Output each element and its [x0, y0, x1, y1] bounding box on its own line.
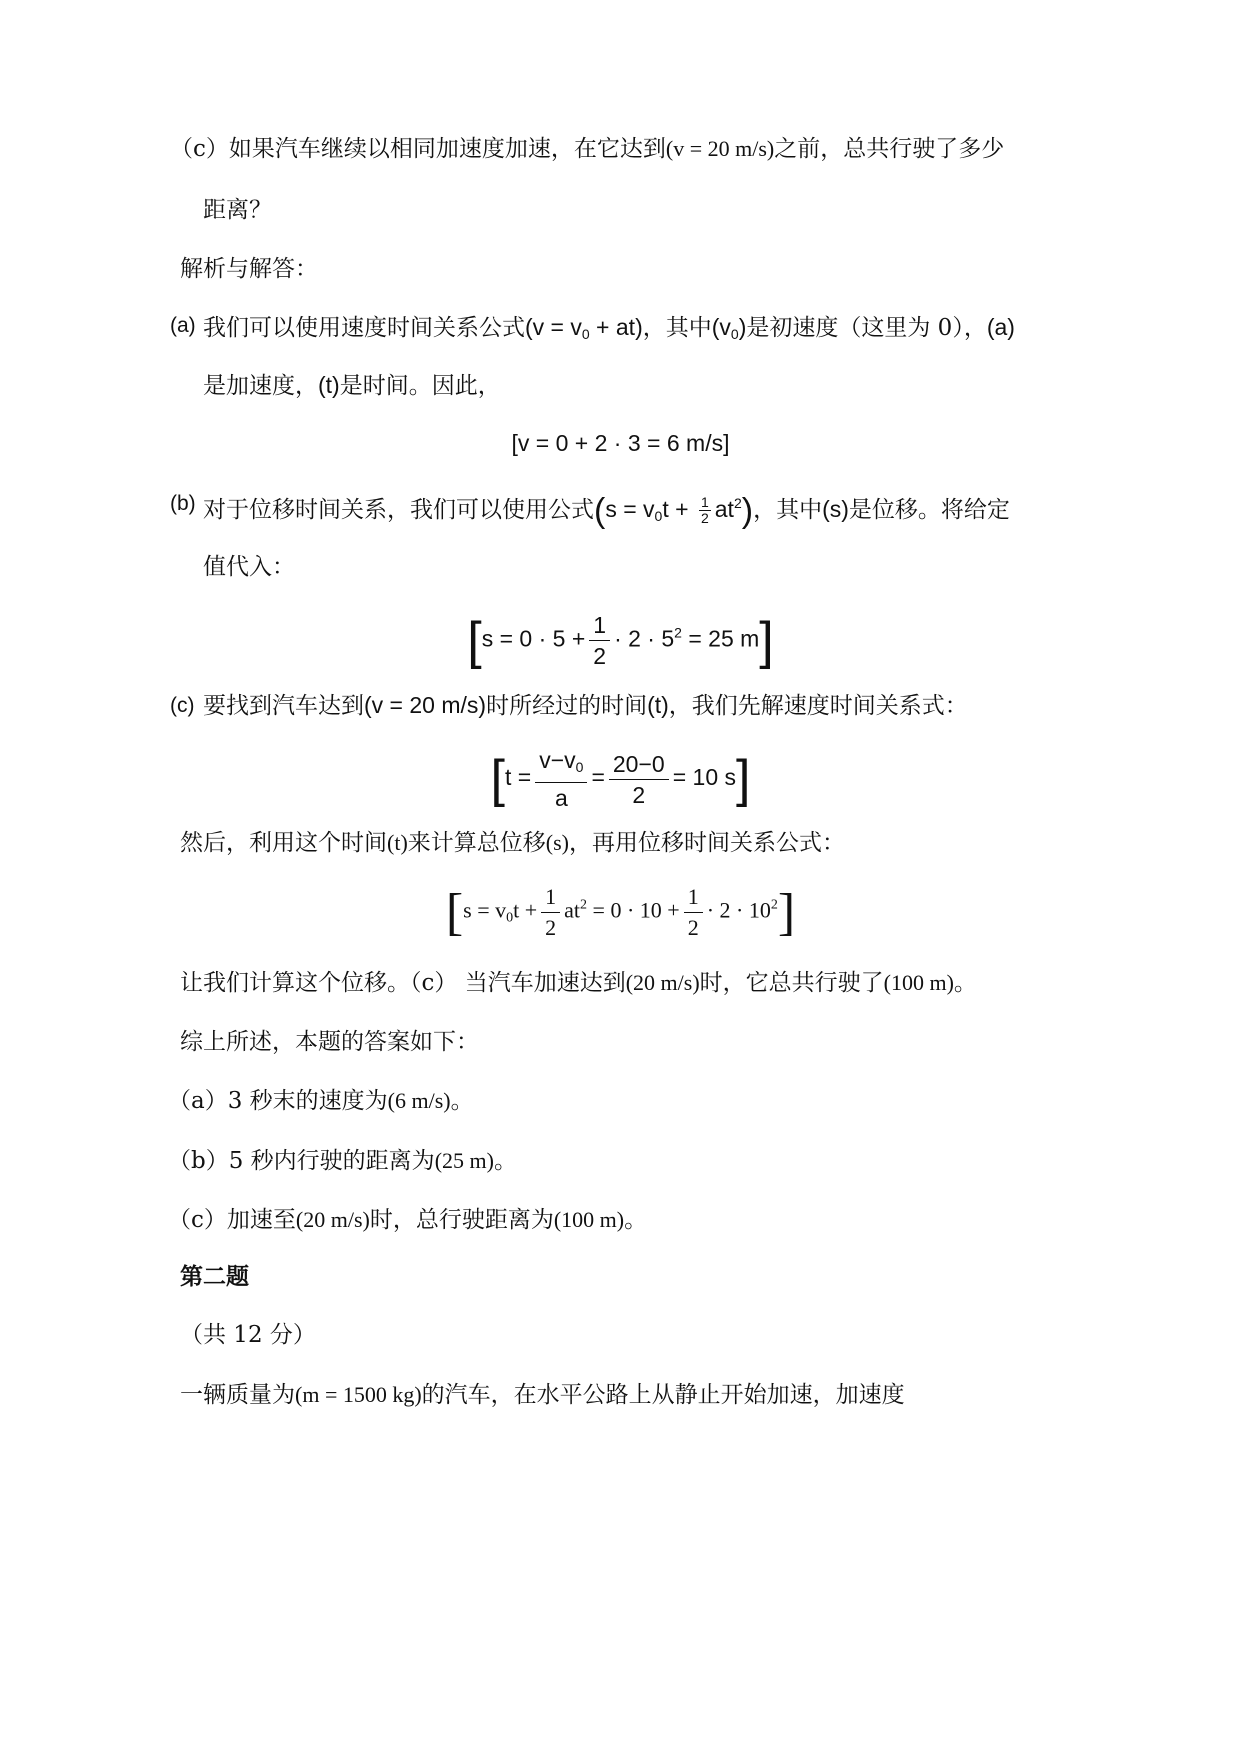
equation-b-right: · 2 · 5 [614, 625, 675, 652]
question-2-text [180, 1380, 905, 1410]
equation-a: [v = 0 + 2 · 3 = 6 m/s] [511, 430, 730, 456]
answer-a-text: 我们可以使用速度时间关系公式 [203, 315, 525, 341]
calc-distance: (100 m) [883, 970, 954, 995]
question-c-line2: 距离？ [203, 197, 272, 223]
summary-c-text1: 加速至 [226, 1207, 296, 1233]
question-c-line1 [170, 134, 1004, 164]
summary-c-end: 。 [624, 1207, 648, 1233]
answer-c-text: 要找到汽车达到 [203, 693, 364, 719]
summary-a-label: （a） [168, 1088, 228, 1114]
answer-a-line2 [203, 370, 501, 401]
displacement-formula: ($s = v_0t$ + $\frac{1}{2}$ $at^2$) [594, 491, 754, 530]
equation-c2-d: = 0 · 10 + [592, 897, 680, 923]
equation-b-left: s = 0 · 5 + [481, 625, 586, 652]
question-c-label: （c） [170, 136, 229, 162]
equation-c2-b: t + [513, 897, 538, 923]
answer-c-text2: 时所经过的时间 [486, 693, 648, 719]
answer-b-text2: ，其中 [753, 497, 823, 523]
answer-b-text4: 是位移。将给定 [848, 497, 1010, 523]
equation-c1-num1: v−v [539, 747, 576, 773]
summary-a-value: (6 m/s) [387, 1088, 451, 1113]
equation-c1-den2: 2 [632, 781, 646, 808]
summary-title: 综上所述，本题的答案如下： [180, 1029, 479, 1055]
summary-b-label: （b） [168, 1148, 229, 1174]
answer-c-line1 [203, 690, 968, 721]
then-line [180, 828, 845, 858]
equation-b-num: 1 [589, 610, 610, 641]
equation-c1-den1: a [554, 785, 568, 811]
question-2-text1: 一辆质量为 [180, 1382, 295, 1408]
equation-b-end: = 25 m [688, 625, 760, 652]
summary-c [168, 1205, 647, 1235]
summary-b-text: 5 秒内行驶的距离为 [228, 1148, 435, 1174]
answer-b-label: (b) [170, 492, 196, 515]
answer-a-text5: 是加速度， [203, 373, 318, 399]
summary-a-end: 。 [450, 1088, 474, 1114]
equation-c1-eq: = [591, 764, 605, 791]
summary-c-text2: 时，总行驶距离为 [369, 1207, 554, 1233]
answer-c-text3: ，我们先解速度时间关系式： [668, 693, 968, 719]
answer-b-line2: 值代入： [203, 554, 295, 580]
answer-c-label: (c) [170, 694, 195, 717]
equation-c1-t: t = [505, 764, 532, 791]
equation-b-den: 2 [593, 643, 607, 669]
answer-a-text7: 是时间。因此， [339, 373, 501, 399]
calc-velocity: (20 m/s) [625, 970, 700, 995]
then-text1: 然后，利用这个时间 [180, 830, 387, 856]
question-2-title: 第二题 [180, 1263, 249, 1290]
equation-c1: [t = $\frac{v-v_0}{a}$ = $\frac{20-0}{2}$ = 10 s] [490, 747, 751, 811]
calc-end: 。 [953, 970, 977, 996]
summary-b-value: (25 m) [434, 1148, 494, 1173]
then-t: (t) [387, 830, 408, 855]
t-symbol: (t) [318, 372, 340, 398]
then-text3: ，再用位移时间关系公式： [568, 830, 845, 856]
answer-c-expr1: (v = 20 m/s) [364, 692, 487, 718]
equation-c2-a: s = v [463, 897, 507, 923]
question-2-text2: 的汽车，在水平公路上从静止开始加速，加速度 [421, 1382, 905, 1408]
summary-c-value2: (100 m) [553, 1207, 625, 1232]
answer-a-label: (a) [170, 314, 196, 337]
equation-b: [s = 0 · 5 + $\frac{1}{2}$ · $2 \cdot 5^2 = 25$ m] [467, 611, 774, 670]
question-c-expr: (v = 20 m/s) [665, 136, 775, 161]
then-text2: 来计算总位移 [407, 830, 546, 856]
v0-symbol: $(v_0)$ [711, 314, 747, 342]
equation-c2-c: at [564, 897, 581, 923]
answer-c-expr2: (t) [647, 692, 669, 718]
answer-a-line1 [203, 312, 1015, 349]
equation-c2: [$s = v_0t$ + $\frac{1}{2}$ $at^2 = 0 \cdot 10$ + $\frac{1}{2}$ · $2 \cdot 10^2$] [445, 883, 796, 941]
summary-a [168, 1086, 474, 1116]
s-symbol: (s) [822, 496, 849, 522]
question-2-mass: (m = 1500 kg) [295, 1382, 422, 1407]
equation-c1-num2: 20−0 [609, 749, 669, 780]
a-symbol: (a) [986, 314, 1015, 340]
summary-b-end: 。 [493, 1148, 517, 1174]
calc-line [180, 968, 977, 998]
answer-b-text: 对于位移时间关系，我们可以使用公式 [203, 497, 594, 523]
summary-a-text: 3 秒末的速度为 [227, 1088, 388, 1114]
question-c-text2: 之前，总共行驶了多少 [774, 136, 1005, 162]
calc-text2: 时，它总共行驶了 [699, 970, 884, 996]
equation-c2-e: · 2 · 10 [706, 897, 771, 923]
summary-b [168, 1146, 517, 1176]
question-c-text: 如果汽车继续以相同加速度加速，在它达到 [228, 136, 666, 162]
equation-c1-end: = 10 s [672, 764, 736, 791]
calc-text1: 让我们计算这个位移。（c） 当汽车加速达到 [180, 970, 626, 996]
answer-a-text3: 是初速度（这里为 0）， [746, 315, 987, 341]
analysis-title: 解析与解答： [180, 256, 318, 282]
answer-b-line1 [203, 488, 1010, 531]
summary-c-value1: (20 m/s) [295, 1207, 370, 1232]
answer-a-text2: ，其中 [642, 315, 712, 341]
then-s: (s) [545, 830, 569, 855]
velocity-formula: $(v = v_0 + at)$ [525, 314, 643, 342]
summary-c-label: （c） [168, 1207, 227, 1233]
question-2-points: （共 12 分） [180, 1322, 316, 1348]
